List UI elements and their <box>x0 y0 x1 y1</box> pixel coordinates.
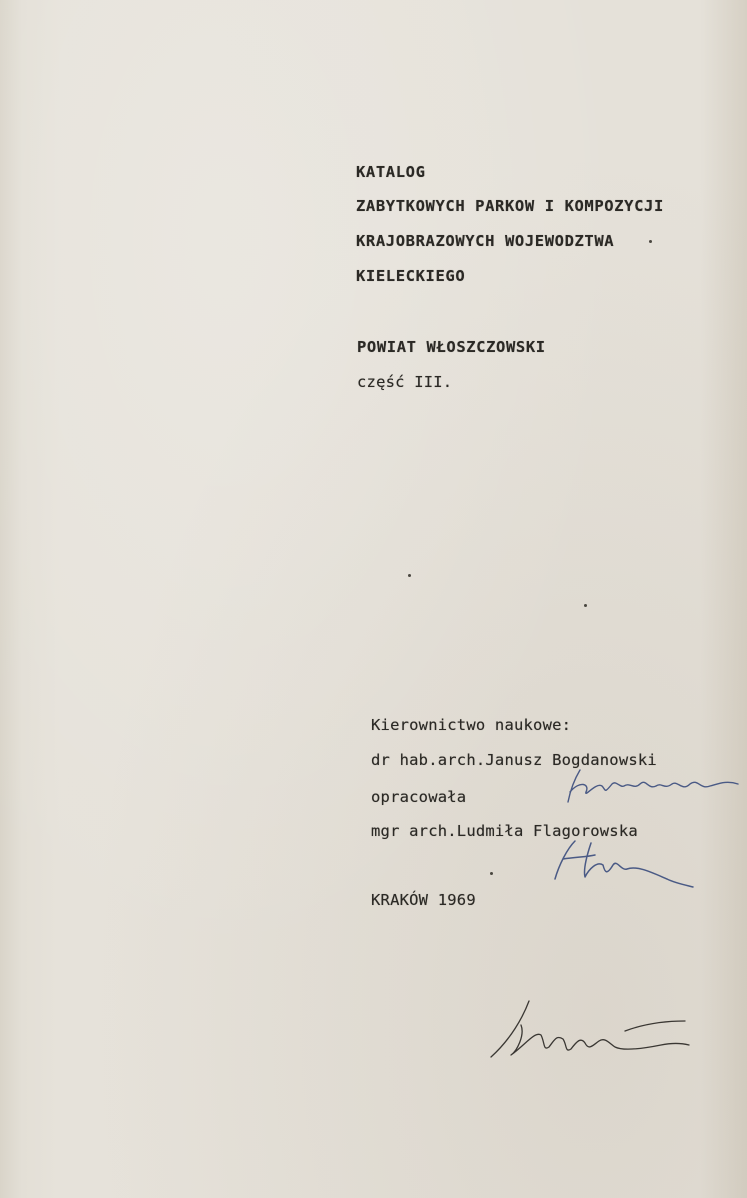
part-number: część III. <box>357 373 453 391</box>
supervisor-name: dr hab.arch.Janusz Bogdanowski <box>371 751 657 769</box>
pencil-signature-stroke <box>491 1001 689 1057</box>
paper-speck <box>408 574 411 577</box>
prepared-by-label: opracowała <box>371 788 467 806</box>
catalog-title-line-3: KRAJOBRAZOWYCH WOJEWODZTWA <box>356 232 615 250</box>
district-name: POWIAT WŁOSZCZOWSKI <box>357 338 546 356</box>
pencil-signature <box>485 995 695 1065</box>
paper-speck <box>490 872 493 875</box>
catalog-title-line-2: ZABYTKOWYCH PARKOW I KOMPOZYCJI <box>356 197 664 215</box>
author-name: mgr arch.Ludmiła Flagorowska <box>371 822 638 840</box>
author-signature <box>545 835 700 895</box>
place-and-year: KRAKÓW 1969 <box>371 891 476 909</box>
author-signature-stroke <box>555 841 693 887</box>
catalog-title-line-1: KATALOG <box>356 163 426 181</box>
catalog-title-line-4: KIELECKIEGO <box>356 267 466 285</box>
supervisor-signature <box>560 762 745 812</box>
supervisor-signature-stroke <box>568 770 738 802</box>
paper-speck <box>649 240 652 243</box>
supervision-label: Kierownictwo naukowe: <box>371 716 572 734</box>
paper-speck <box>584 604 587 607</box>
